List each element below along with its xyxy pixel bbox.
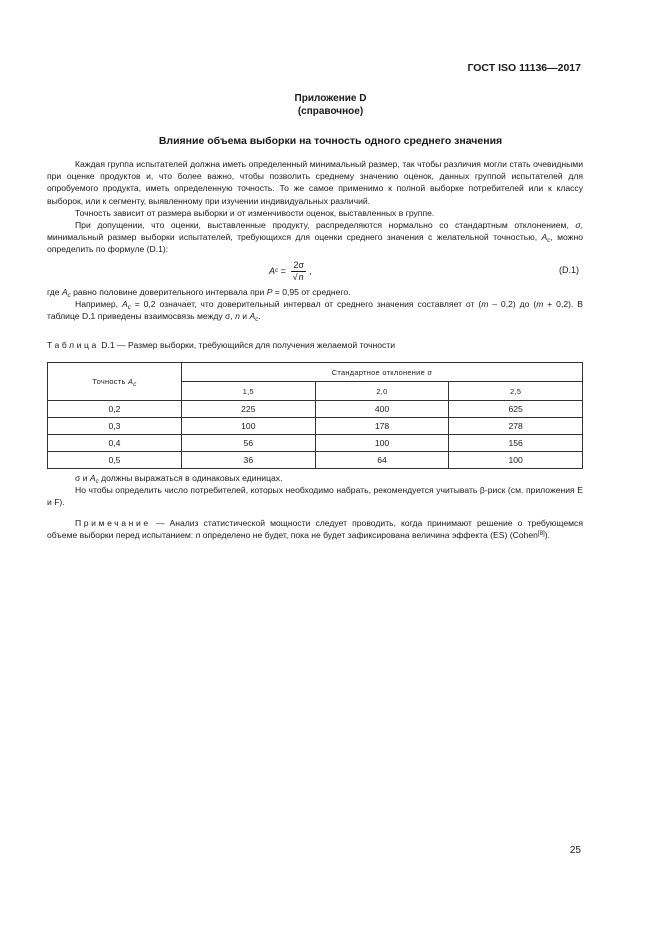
cell-value: 178 (315, 418, 449, 435)
symbol-a: A (121, 298, 128, 309)
formula-number: (D.1) (559, 264, 579, 275)
formula-equals: = (278, 266, 289, 277)
formula-radicand: n (298, 271, 304, 282)
cell-precision: 0,4 (48, 435, 182, 452)
header-std-deviation: Стандартное отклонение σ (182, 363, 583, 382)
cell-precision: 0,3 (48, 418, 182, 435)
paragraph-after-table-2: Но чтобы определить число потребителей, которых необходимо набрать, рекомендуется учитывать β-риск (см. приложения E и F). (47, 485, 583, 508)
page-number: 25 (569, 845, 581, 856)
header-sd-1: 1,5 (182, 382, 316, 401)
table-row (48, 452, 583, 469)
paragraph-after-table-1 (47, 472, 583, 484)
text: равно половине доверительного интервала при (70, 286, 267, 297)
note-label: Примечание (75, 517, 151, 528)
subscript-c: c (133, 381, 137, 388)
text: + 0,2). В таблице D.1 приведены взаимосвязь между σ, (47, 298, 583, 322)
subscript-c: c (67, 291, 71, 299)
cell-value: 400 (315, 401, 449, 418)
cell-value: 36 (182, 452, 316, 469)
formula-numerator: 2σ (293, 259, 304, 270)
table-row (48, 435, 583, 452)
text: , минимальный размер выборки испытателей, требующихся для оценки среднего значения с желательной точностью, (47, 220, 583, 243)
standard-code: ГОСТ ISO 11136—2017 (467, 62, 581, 74)
cell-value: 64 (315, 452, 449, 469)
text: Например, (75, 298, 122, 309)
table-caption-text: D.1 — Размер выборки, требующийся для получения желаемой точности (98, 340, 396, 350)
symbol-a: A (541, 232, 548, 243)
symbol-m: m (536, 298, 544, 309)
text: и (239, 311, 250, 322)
subscript-c: c (547, 237, 551, 245)
text: определено не будет, пока не будет зафиксирована величина эффекта (ES) (Cohen (200, 529, 538, 540)
appendix-type: (справочное) (297, 106, 364, 117)
formula-lhs-sub: c (275, 267, 279, 275)
subscript-c: c (127, 303, 131, 311)
formula-expression (269, 260, 311, 283)
reference-marker: [8] (537, 529, 545, 537)
text: При допущении, что оценки, выставленные продукту, распределяются нормально со стандартным отклонением, (75, 220, 576, 231)
table-row (48, 401, 583, 418)
symbol-n: n (195, 529, 201, 540)
table-row (48, 418, 583, 435)
cell-value: 100 (182, 418, 316, 435)
body-text-top (47, 158, 583, 322)
text: — Анализ статистической мощности следует проводить, когда принимают решение о требующемся объеме выборки перед испытанием: (47, 517, 583, 540)
paragraph-3 (47, 219, 583, 256)
symbol-a: A (127, 377, 134, 386)
sqrt-sign: √ (292, 271, 298, 282)
symbol-a: A (61, 286, 68, 297)
table-caption (47, 340, 395, 350)
header-sd-2: 2,0 (315, 382, 449, 401)
section-title: Влияние объема выборки на точность одного среднего значения (158, 135, 503, 147)
symbol-m: m (481, 298, 489, 309)
text: σ и (75, 473, 90, 483)
subscript-c: c (255, 316, 259, 324)
appendix-label: Приложение D (294, 93, 367, 104)
text: ). (544, 529, 551, 540)
text: должны выражаться в одинаковых единицах. (98, 473, 283, 483)
sigma-symbol: σ (575, 220, 581, 231)
subscript-c: c (95, 478, 99, 485)
cell-value: 625 (449, 401, 583, 418)
appendix-heading (0, 92, 661, 118)
formula-lhs: A (269, 266, 276, 277)
paragraph-2: Точность зависит от размера выборки и от изменчивости оценок, выставленных в группе. (75, 207, 435, 218)
paragraph-5 (47, 298, 583, 322)
cell-value: 278 (449, 418, 583, 435)
text: . (258, 311, 261, 322)
header-sd-3: 2,5 (449, 382, 583, 401)
text: Точность (92, 377, 128, 386)
formula-denominator (293, 272, 305, 283)
text: = 0,2 означает, что доверительный интервал от среднего значения составляет от ( (130, 298, 482, 309)
cell-value: 225 (182, 401, 316, 418)
text: , можно определить по формуле (D.1): (47, 232, 583, 255)
symbol-p: P (266, 286, 273, 297)
formula-d1 (47, 256, 583, 286)
paragraph-1: Каждая группа испытателей должна иметь определенный минимальный размер, так чтобы различия могли стать очевидными при оценке продуктов и, что более важно, чтобы позволить среднему значению оценок, данных группой испытателей для опробуемого продукта, иметь определенную точность. То же самое применимо к полной выборке потребителей или к классу выборок, или к сегменту, выявленному при изучении индивидуальных различий. (47, 159, 583, 206)
formula-comma: , (308, 266, 312, 277)
symbol-n: n (235, 311, 240, 322)
header-precision (48, 363, 182, 401)
body-text-bottom (47, 472, 583, 541)
table-caption-label: Таблица (47, 340, 99, 350)
note-paragraph (47, 517, 583, 541)
paragraph-4 (47, 286, 583, 298)
cell-value: 100 (315, 435, 449, 452)
cell-precision: 0,2 (48, 401, 182, 418)
formula-fraction (291, 260, 306, 283)
cell-precision: 0,5 (48, 452, 182, 469)
symbol-a: A (89, 473, 96, 483)
table-header-row (48, 363, 583, 382)
table-d1 (47, 362, 583, 469)
text: где (47, 286, 62, 297)
text: = 0,95 от среднего. (272, 286, 351, 297)
cell-value: 56 (182, 435, 316, 452)
cell-value: 100 (449, 452, 583, 469)
symbol-a: A (249, 311, 256, 322)
text: – 0,2) до ( (488, 298, 537, 309)
cell-value: 156 (449, 435, 583, 452)
